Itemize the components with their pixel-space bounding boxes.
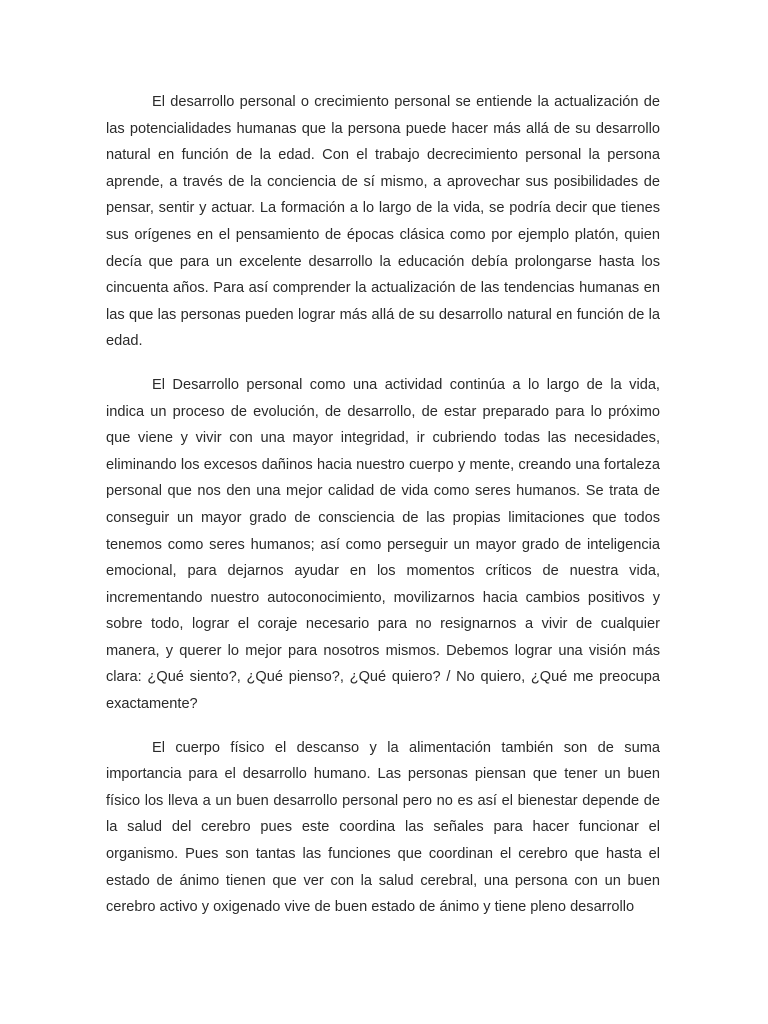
paragraph-2: El Desarrollo personal como una actividad continúa a lo largo de la vida, indica un proceso de evolución, de desarrollo, de estar preparado para lo próximo que viene y vivir con una mayor integridad, ir cubriendo todas las necesidades, eliminando los excesos dañinos hacia nuestro cuerpo y mente, creando una fortaleza personal que nos den una mejor calidad de vida como seres humanos. Se trata de conseguir un mayor grado de consciencia de las propias limitaciones que todos tenemos como seres humanos; así como perseguir un mayor grado de inteligencia emocional, para dejarnos ayudar en los momentos críticos de nuestra vida, incrementando nuestro autoconocimiento, movilizarnos hacia cambios positivos y sobre todo, lograr el coraje necesario para no resignarnos a vivir de cualquier manera, y querer lo mejor para nosotros mismos. Debemos lograr una visión más clara: ¿Qué siento?, ¿Qué pienso?, ¿Qué quiero? / No quiero, ¿Qué me preocupa exactamente? [106, 376, 660, 713]
paragraph-1: El desarrollo personal o crecimiento personal se entiende la actualización de las potencialidades humanas que la persona puede hacer más allá de su desarrollo natural en función de la edad. Con el trabajo decrecimiento personal la persona aprende, a través de la conciencia de sí mismo, a aprovechar sus posibilidades de pensar, sentir y actuar. La formación a lo largo de la vida, se podría decir que tienes sus orígenes en el pensamiento de épocas clásica como por ejemplo platón, quien decía que para un excelente desarrollo la educación debía prolongarse hasta los cincuenta años. Para así comprender la actualización de las tendencias humanas en las que las personas pueden lograr más allá de su desarrollo natural en función de la edad. [106, 94, 660, 350]
paragraph-3: El cuerpo físico el descanso y la alimentación también son de suma importancia para el desarrollo humano. Las personas piensan que tener un buen físico los lleva a un buen desarrollo personal pero no es así el bienestar depende de la salud del cerebro pues este coordina las señales para hacer funcionar el organismo. Pues son tantas las funciones que coordinan el cerebro que hasta el estado de ánimo tienen que ver con la salud cerebral, una persona con un buen cerebro activo y oxigenado vive de buen estado de ánimo y tiene pleno desarrollo [106, 739, 660, 916]
document-body [106, 89, 660, 938]
